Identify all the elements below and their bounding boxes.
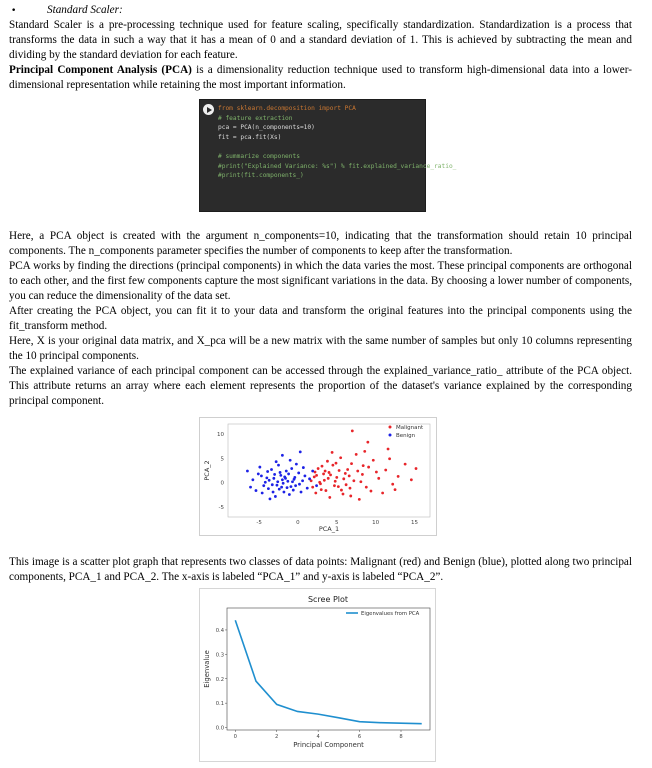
malignant-point (410, 478, 413, 481)
benign-point (286, 480, 289, 483)
explanation-paragraph-4: Here, X is your original data matrix, and X_pca will be a new matrix with the same number of samples but only 10 columns representing the 10 principal components. (9, 335, 632, 362)
benign-point (297, 472, 300, 475)
benign-point (293, 478, 296, 481)
malignant-point (384, 469, 387, 472)
malignant-point (349, 495, 352, 498)
malignant-point (350, 462, 353, 465)
scatter-caption-text: This image is a scatter plot graph that represents two classes of data points: Malignant (red) and Benign (blue), plotted along two principal components, PCA_1 and PCA_2. The x-axis is labeled “PCA_1” and y-axis is labeled “PCA_2”. (9, 556, 632, 583)
benign-point (301, 479, 304, 482)
malignant-point (415, 467, 418, 470)
plot-area (227, 608, 430, 730)
malignant-point (324, 470, 327, 473)
benign-point (279, 471, 282, 474)
x-tick-label: 10 (372, 520, 380, 526)
benign-point (298, 483, 301, 486)
benign-point (282, 482, 285, 485)
code-line: # feature extraction (218, 114, 293, 122)
malignant-point (345, 483, 348, 486)
section-title: Standard Scaler: (47, 4, 123, 16)
y-tick-label: 0.4 (215, 627, 224, 634)
malignant-point (335, 476, 338, 479)
malignant-point (362, 464, 365, 467)
benign-point (258, 466, 261, 469)
benign-point (269, 497, 272, 500)
malignant-point (342, 493, 345, 496)
y-tick-label: 0.3 (215, 652, 224, 659)
malignant-point (394, 488, 397, 491)
malignant-point (363, 450, 366, 453)
benign-point (283, 475, 286, 478)
malignant-point (324, 489, 327, 492)
malignant-point (344, 472, 347, 475)
benign-point (283, 491, 286, 494)
benign-point (302, 466, 305, 469)
malignant-point (377, 477, 380, 480)
benign-point (264, 481, 267, 484)
benign-point (279, 474, 282, 477)
benign-point (260, 474, 263, 477)
code-line: fit = pca.fit(Xs) (218, 133, 282, 141)
code-line (218, 142, 456, 152)
benign-point (294, 484, 297, 487)
malignant-point (372, 459, 375, 462)
malignant-point (367, 466, 370, 469)
scree-plot-figure (199, 588, 436, 762)
benign-point (289, 459, 292, 462)
malignant-point (404, 463, 407, 466)
x-tick-label: 2 (275, 734, 279, 740)
benign-point (291, 480, 294, 483)
benign-point (278, 488, 281, 491)
malignant-point (326, 460, 329, 463)
benign-point (300, 491, 303, 494)
malignant-point (370, 490, 373, 493)
benign-point (271, 483, 274, 486)
benign-point (270, 468, 273, 471)
y-tick-label: 0 (220, 480, 224, 487)
malignant-point (313, 475, 316, 478)
code-line: #print(fit.components_) (218, 172, 304, 180)
bullet-icon: • (11, 6, 17, 16)
legend-label: Malignant (396, 425, 424, 431)
malignant-point (366, 441, 369, 444)
benign-point (287, 473, 290, 476)
y-tick-label: 0.2 (215, 676, 224, 683)
benign-point (286, 486, 289, 489)
malignant-point (333, 484, 336, 487)
malignant-point (337, 485, 340, 488)
benign-point (295, 463, 298, 466)
benign-point (265, 476, 268, 479)
malignant-point (361, 473, 364, 476)
code-lines (218, 104, 456, 181)
malignant-point (342, 477, 345, 480)
code-line: #print("Explained Variance: %s") % fit.explained_variance_ratio_ (218, 162, 457, 170)
malignant-point (320, 488, 323, 491)
malignant-point (315, 474, 318, 477)
benign-point (268, 479, 271, 482)
scree-plot (200, 589, 435, 761)
benign-point (299, 451, 302, 454)
benign-point (246, 470, 249, 473)
benign-point (290, 485, 293, 488)
y-tick-label: 10 (217, 431, 224, 438)
malignant-point (388, 457, 391, 460)
malignant-point (328, 496, 331, 499)
benign-point (281, 478, 284, 481)
malignant-point (391, 483, 394, 486)
malignant-point (321, 465, 324, 468)
malignant-point (381, 492, 384, 495)
intro-text (9, 18, 632, 93)
code-snippet-image (199, 99, 457, 212)
y-tick-label: -5 (218, 505, 224, 512)
malignant-point (346, 468, 349, 471)
legend-marker (389, 434, 392, 437)
pca-intro-rest: is a dimensionality reduction technique used to transform high-dimensional data into a lower-dimensional representation while retaining the most important information. (9, 64, 632, 91)
malignant-point (323, 479, 326, 482)
malignant-point (365, 486, 368, 489)
scatter-plot (200, 418, 436, 535)
malignant-point (397, 475, 400, 478)
benign-point (308, 477, 311, 480)
benign-point (262, 484, 265, 487)
x-axis-label: PCA_1 (318, 525, 340, 533)
benign-point (273, 473, 276, 476)
benign-point (261, 492, 264, 495)
legend-label: Benign (396, 433, 416, 439)
malignant-point (358, 498, 361, 501)
malignant-point (329, 474, 332, 477)
malignant-point (334, 480, 337, 483)
x-tick-label: 0 (233, 734, 237, 740)
benign-point (276, 480, 279, 483)
benign-point (285, 470, 288, 473)
benign-point (276, 484, 279, 487)
benign-point (275, 460, 278, 463)
scaler-paragraph: Standard Scaler is a pre-processing technique used for feature scaling, specifically standardization. Standardization is a process that transforms the data in such a way that it has a mean of 0 and a standard deviation of 1. This is achieved by subtracting the mean and dividing by the standard deviation for each feature. (9, 19, 632, 61)
benign-point (272, 491, 275, 494)
explanation-text (9, 229, 632, 409)
malignant-point (327, 477, 330, 480)
malignant-point (340, 489, 343, 492)
benign-point (257, 473, 260, 476)
malignant-point (335, 462, 338, 465)
benign-point (255, 489, 258, 492)
benign-point (277, 464, 280, 467)
malignant-point (338, 469, 341, 472)
y-tick-label: 0.1 (215, 701, 224, 708)
malignant-point (328, 471, 331, 474)
benign-point (272, 477, 275, 480)
chart-title: Scree Plot (307, 595, 349, 604)
benign-point (249, 486, 252, 489)
malignant-point (314, 492, 317, 495)
explanation-paragraph-1: Here, a PCA object is created with the argument n_components=10, indicating that the transformation should retain 10 principal components. The n_components parameter specifies the number of components to keep after the transformation. (9, 230, 632, 257)
malignant-point (375, 471, 378, 474)
malignant-point (349, 487, 352, 490)
explanation-paragraph-5: The explained variance of each principal component can be accessed through the explained_variance_ratio_ attribute of the PCA object. This attribute returns an array where each element represents the proportion of the dataset's variance explained by the corresponding principal component. (9, 365, 632, 407)
legend-label: Eigenvalues from PCA (361, 611, 420, 617)
x-axis-label: Principal Component (293, 741, 364, 749)
y-tick-label: 5 (220, 456, 224, 463)
malignant-point (331, 464, 334, 467)
benign-point (274, 495, 277, 498)
pca-term: Principal Component Analysis (PCA) (9, 64, 192, 76)
pca-intro-paragraph (9, 63, 632, 93)
malignant-point (356, 470, 359, 473)
malignant-point (311, 486, 314, 489)
malignant-point (352, 479, 355, 482)
y-axis-label: Eigenvalue (203, 650, 211, 688)
malignant-point (348, 474, 351, 477)
code-line: pca = PCA(n_components=10) (218, 124, 315, 132)
x-tick-label: 5 (335, 520, 339, 526)
x-tick-label: 6 (357, 734, 362, 740)
benign-point (266, 470, 269, 473)
benign-point (315, 484, 318, 487)
y-tick-label: 0.0 (215, 725, 224, 732)
y-axis-label: PCA_2 (203, 460, 211, 481)
benign-point (251, 478, 254, 481)
malignant-point (317, 467, 320, 470)
benign-point (290, 467, 293, 470)
x-tick-label: 0 (296, 520, 300, 526)
explanation-paragraph-2: PCA works by finding the directions (principal components) in which the data varies the most. These principal components are orthogonal to each other, and the first few components capture the most significant variations in the data. By choosing a lower number of components, you can reduce the dimensionality of the data set. (9, 260, 632, 302)
scatter-caption (9, 555, 632, 585)
malignant-point (322, 473, 325, 476)
x-tick-label: 15 (410, 520, 418, 526)
malignant-point (339, 456, 342, 459)
benign-point (288, 493, 291, 496)
benign-point (267, 487, 270, 490)
benign-point (292, 489, 295, 492)
scatter-plot-figure (199, 417, 437, 536)
malignant-point (355, 453, 358, 456)
benign-point (311, 470, 314, 473)
bullet-heading (9, 3, 629, 19)
malignant-point (351, 429, 354, 432)
x-tick-label: 8 (399, 734, 403, 740)
explanation-paragraph-3: After creating the PCA object, you can fit it to your data and transform the original features into the principal components using the fit_transform method. (9, 305, 632, 332)
benign-point (304, 474, 307, 477)
benign-point (280, 486, 283, 489)
malignant-point (331, 451, 334, 454)
benign-point (306, 487, 309, 490)
run-cell-icon (203, 104, 214, 115)
legend-marker (389, 426, 392, 429)
malignant-point (387, 448, 390, 451)
code-line: from sklearn.decomposition import PCA (218, 105, 356, 112)
x-tick-label: -5 (256, 520, 262, 526)
malignant-point (318, 481, 321, 484)
code-line: # summarize components (218, 152, 300, 160)
x-tick-label: 4 (316, 734, 320, 740)
malignant-point (359, 480, 362, 483)
benign-point (281, 454, 284, 457)
